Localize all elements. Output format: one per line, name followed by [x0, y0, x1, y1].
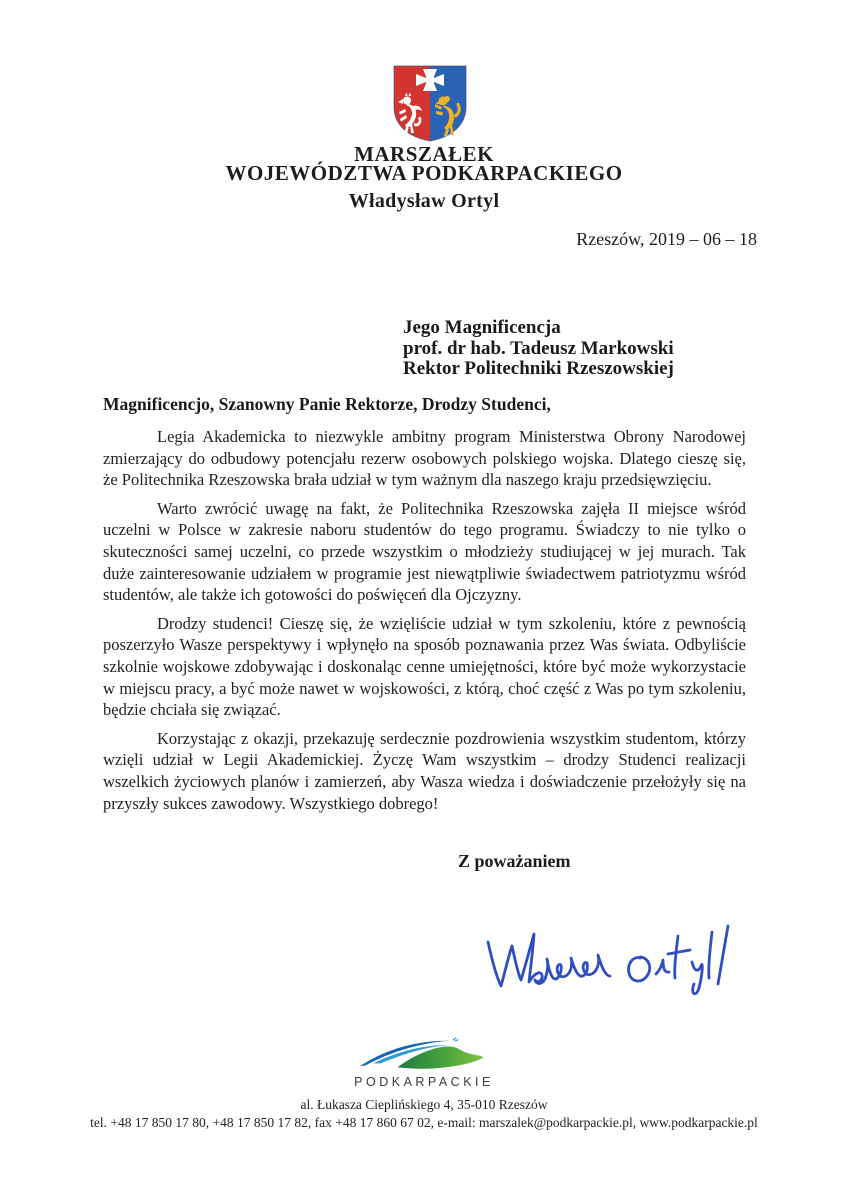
office-title-line2: WOJEWÓDZTWA PODKARPACKIEGO — [225, 161, 623, 185]
signature-handwriting — [478, 914, 738, 1006]
podkarpackie-coat-of-arms-icon — [390, 63, 470, 143]
paragraph-3: Drodzy studenci! Cieszę się, że wzięliście udział w tym szkoleniu, które z pewnością poszerzyło Wasze perspektywy i wpłynęło na sposób poznawania przez Was świata. Odbyliście szkolnie wojskowe zdobywając i doskonaląc cenne umiejętności, które być może wykorzystacie w miejscu pracy, a być może nawet w wojskowości, z którą, choć część z Was po tym szkoleniu, będzie chciała się związać. — [103, 613, 746, 720]
logo-sparkle-icon — [453, 1038, 458, 1041]
coat-of-arms-shield — [390, 63, 470, 143]
letter-body — [103, 426, 746, 821]
office-title-line1: MARSZAŁEK — [354, 142, 494, 166]
paragraph-2: Warto zwrócić uwagę na fakt, że Politechnika Rzeszowska zajęła II miejsce wśród uczelni w Polsce w zakresie naboru studentów do tego programu. Świadczy to nie tylko o skuteczności samej uczelni, co przede wszystkim o młodzieży studiującej w jej murach. Tak duże zainteresowanie udziałem w programie jest niewątpliwie świadectwem patriotyzmu wśród studentów, ale także ich gotowości do poświęceń dla Ojczyzny. — [103, 498, 746, 605]
podkarpackie-logo — [0, 1036, 848, 1089]
footer-contact — [0, 1096, 848, 1131]
salutation: Magnificencjo, Szanowny Panie Rektorze, Drodzy Studenci, — [103, 394, 551, 414]
addressee-line-3: Rektor Politechniki Rzeszowskiej — [403, 358, 674, 379]
footer-contact-line: tel. +48 17 850 17 80, +48 17 850 17 82, fax +48 17 860 67 02, e-mail: marszalek@podkarpackie.pl, www.podkarpackie.pl — [90, 1114, 758, 1130]
dateline: Rzeszów, 2019 – 06 – 18 — [576, 229, 757, 249]
podkarpackie-logo-icon — [358, 1036, 490, 1072]
podkarpackie-logo-text: PODKARPACKIE — [354, 1075, 494, 1089]
letterhead-person-name: Władysław Ortyl — [348, 190, 500, 212]
paragraph-4: Korzystając z okazji, przekazuję serdecznie pozdrowienia wszystkim studentom, którzy wzięli udział w Legii Akademickiej. Życzę Wam wszystkim – drodzy Studenci realizacji wszelkich życiowych planów i zamierzeń, aby Wasza wiedza i doświadczenie przełożyły się na przyszły sukces zawodowy. Wszystkiego dobrego! — [103, 728, 746, 813]
paragraph-1: Legia Akademicka to niezwykle ambitny program Ministerstwa Obrony Narodowej zmierzający do odbudowy potencjału rezerw osobowych polskiego wojska. Dlatego cieszę się, że Politechnika Rzeszowska brała udział w tym ważnym dla naszego kraju przedsięwzięciu. — [103, 427, 746, 490]
closing-phrase: Z poważaniem — [458, 851, 571, 871]
addressee-line-1: Jego Magnificencja — [403, 317, 561, 338]
signature-ink-icon — [478, 914, 738, 1006]
addressee-line-2: prof. dr hab. Tadeusz Markowski — [403, 337, 674, 359]
letterhead — [0, 142, 848, 212]
addressee-block — [403, 318, 674, 380]
footer-address: al. Łukasza Cieplińskiego 4, 35-010 Rzeszów — [300, 1097, 548, 1112]
